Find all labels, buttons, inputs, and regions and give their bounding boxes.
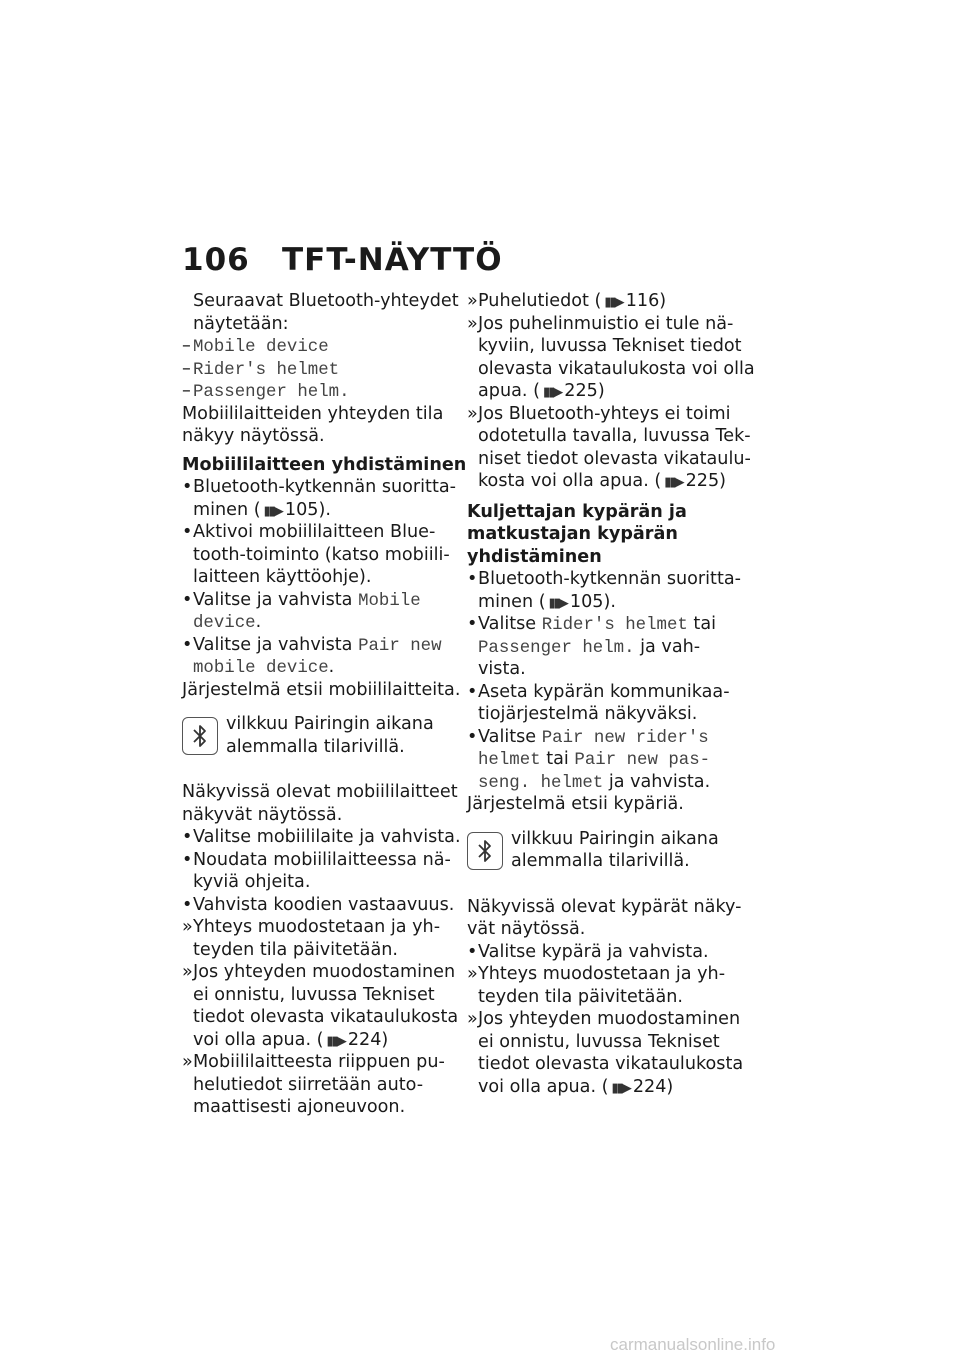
- result-item: » Jos yhteyden muodostaminen ei onnistu, luvussa Tekniset tiedot olevasta vikataulukosta voi olla apua. ( ▮▮▶ 224): [467, 1009, 744, 1097]
- bullet-item: • Valitse ja vahvista Mobile device.: [182, 589, 421, 633]
- reference-arrow-icon[interactable]: ▮▮▶: [604, 295, 623, 310]
- list-item: – Rider's helmet: [182, 358, 340, 380]
- reference-arrow-icon[interactable]: ▮▮▶: [548, 595, 567, 611]
- bullet-item: • Valitse Pair new rider's helmet tai Pair new pas- seng. helmet ja vahvista.: [467, 726, 711, 793]
- page-number: 106: [182, 242, 250, 278]
- bullet-item: • Noudata mobiililaitteessa nä- kyviä ohjeita.: [182, 849, 451, 892]
- bullet-item: • Aseta kypärän kommunikaa- tiojärjestelmä näkyväksi.: [467, 681, 730, 724]
- result-item: » Yhteys muodostetaan ja yh- teyden tila päivitetään.: [467, 964, 726, 1007]
- bluetooth-note: vilkkuu Pairingin aikana alemmalla tilarivillä.: [182, 713, 452, 767]
- bluetooth-icon: [182, 717, 218, 755]
- bullet-item: • Bluetooth-kytkennän suoritta- minen ( ▮▮▶ 105).: [182, 477, 456, 520]
- result-item: » Yhteys muodostetaan ja yh- teyden tila päivitetään.: [182, 917, 441, 960]
- page-header: [182, 240, 782, 280]
- right-column: [467, 290, 755, 1098]
- list-item: – Passenger helm.: [182, 381, 350, 402]
- subsection-heading: Kuljettajan kypärän ja matkustajan kypärän yhdistäminen: [467, 501, 687, 567]
- bluetooth-note: vilkkuu Pairingin aikana alemmalla tilarivillä.: [467, 828, 742, 882]
- bullet-item: • Bluetooth-kytkennän suoritta- minen ( ▮▮▶ 105).: [467, 569, 741, 612]
- reference-arrow-icon[interactable]: ▮▮▶: [263, 503, 282, 519]
- body-text: Järjestelmä etsii kypäriä.: [467, 794, 684, 814]
- result-item: » Jos yhteyden muodostaminen ei onnistu, luvussa Tekniset tiedot olevasta vikataulukosta voi olla apua. ( ▮▮▶ 224): [182, 962, 459, 1050]
- bullet-item: • Valitse mobiililaite ja vahvista.: [182, 827, 461, 847]
- subsection-heading: Mobiililaitteen yhdistäminen: [182, 454, 467, 475]
- bullet-item: • Valitse kypärä ja vahvista.: [467, 941, 709, 962]
- reference-arrow-icon[interactable]: ▮▮▶: [326, 1033, 345, 1049]
- intro-line: Seuraavat Bluetooth-yhteydet: [193, 291, 459, 311]
- left-column: [182, 290, 467, 1119]
- result-item: » Mobiililaitteesta riippuen pu- helutiedot siirretään auto- maattisesti ajoneuvoon.: [182, 1052, 445, 1117]
- body-text: näkyy näytössä.: [182, 426, 325, 446]
- body-text: vät näytössä.: [467, 919, 586, 939]
- intro-line: näytetään:: [193, 313, 289, 334]
- bullet-item: • Valitse ja vahvista Pair new mobile device.: [182, 634, 442, 678]
- result-item: » Jos Bluetooth-yhteys ei toimi odotetulla tavalla, luvussa Tek- niset tiedot olevasta vikataulu- kosta voi olla apua. ( ▮▮▶ 225): [467, 403, 751, 491]
- section-title: TFT-NÄYTTÖ: [282, 242, 503, 278]
- body-text: näkyvät näytössä.: [182, 804, 343, 825]
- body-text: Mobiililaitteiden yhteyden tila: [182, 403, 444, 424]
- bluetooth-icon: [467, 832, 503, 870]
- body-text: Järjestelmä etsii mobiililaitteita.: [182, 679, 461, 700]
- reference-arrow-icon[interactable]: ▮▮▶: [611, 1080, 630, 1096]
- body-text: Näkyvissä olevat mobiililaitteet: [182, 782, 458, 802]
- reference-arrow-icon[interactable]: ▮▮▶: [664, 475, 683, 490]
- watermark: carmanualsonline.info: [610, 1335, 776, 1354]
- result-item: » Jos puhelinmuistio ei tule nä- kyviin, luvussa Tekniset tiedot olevasta vikataulukosta voi olla apua. ( ▮▮▶ 225): [467, 313, 755, 401]
- reference-arrow-icon[interactable]: ▮▮▶: [542, 385, 562, 400]
- bullet-item: • Aktivoi mobiililaitteen Blue- tooth-toiminto (katso mobiili- laitteen käyttöohje).: [182, 522, 450, 587]
- list-item: – Mobile device: [182, 336, 329, 357]
- bullet-item: • Valitse Rider's helmet tai Passenger helm. ja vah- vista.: [467, 614, 716, 679]
- bullet-item: • Vahvista koodien vastaavuus.: [182, 894, 455, 915]
- result-item: » Puhelutiedot ( ▮▮▶ 116): [467, 291, 667, 311]
- body-text: Näkyvissä olevat kypärät näky-: [467, 896, 742, 917]
